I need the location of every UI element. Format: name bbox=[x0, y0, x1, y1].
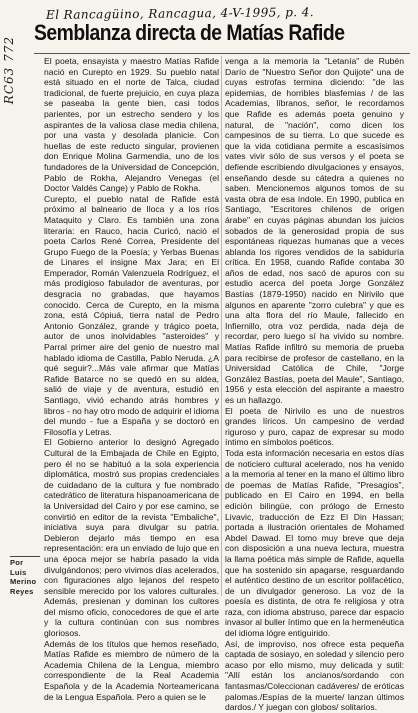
right-column bbox=[225, 56, 404, 713]
right-paragraph-4: Así, de improviso, nos ofrece esta pequeña captada de sosiayo, en soledad y silencio pero acaso por ello mismo, muy delicada y sutil: "Allí están los ancianos/sordando con fantasmas/Coleccionan cadáveres/ de eróticas palomas./Espías de la muerte/ lanzan últimos dardos./ Y juegan con globos/ solitarios. bbox=[225, 638, 404, 713]
byline-line-2: Merino bbox=[10, 577, 37, 586]
byline-line-3: Reyes bbox=[10, 586, 34, 596]
left-paragraph-4: Además de los títulos que hemos reseñado, Matías Rafide es miembro de número de la Academia Chilena de la Lengua, miembro correspondiente de la Real Academia Española y de la Academia Norteamericana de la Lengua Española. Pero a quien se le bbox=[44, 638, 219, 702]
column-divider bbox=[221, 56, 222, 596]
byline-line-1: Por Luis bbox=[10, 558, 27, 577]
left-paragraph-3: El Gobierno anterior lo designó Agregado Cultural de la Embajada de Chile en Egipto, pero él no se habituó a la sola experiencia diplomática, mostró sus propias credenciales de cuidadano de la cultura y fue nombrado catedrático de literatura hispanoamericana de la Universidad del Cairo y por ese camino, se convirtió en editor de la revista "Embaliche", iniciativa suya para divulgar su patria. Debieron dejarlo más tiempo en esa representación: era un enviado de lujo que en una época mejor se habría pasado la vida divulgándonos; pero vivimos días acelerados, con figuraciones algo lejanos del respeto sensible merecido por los valores culturales. Además, presienan y dominan los cultores del mismo oficio, conocedores de que el arte y la cultura continúan con sus nombres gloriosos. bbox=[44, 437, 219, 639]
left-paragraph-2: Curepto, el pueblo natal de Rafide está próximo al balneario de Iloca y a los ríos Mataquito y Claro. Es también una zona literaria: en Rauco, hacia Curicó, nació el poeta Carlos René Correa, Presidente del Grupo Fuego de la Poesía; y Yerbas Buenas de Linares el insigne Max Jara; en El Emperador, Román Valenzuela Rodríguez, el más prodigioso fabulador de aventuras, por desgracia no grabadas, que hayamos conocido. Cerca de Curepto, en la misma zona, está Cópiuá, tierra natal de Pedro Antonio González, grande y trágico poeta, autor de unos inolvidables "asteroides" y Parral primer aire del genio de nuestro mal hablado idioma de Castilla, Pablo Neruda. ¿A qué seguir?...Más vale afirmar que Matías Rafide Batarce no se quedó en su aldea, salió de viaje y de aventura, estudió en Santiago, vivió echando atrás hombres y libros - no hay otro modo de adquirir el idioma del mundo - fue a España y se doctoró en Filosofía y Letras. bbox=[44, 193, 219, 437]
right-paragraph-2: El poeta de Nirivilo es uno de nuestros grandes líricos. Un campesino de verdad riguroso y puro, capaz de expresar su modo íntimo en símbolos poéticos. bbox=[225, 405, 404, 448]
handwritten-header: El Rancagüino, Rancagua, 4-V-1995, p. 4. bbox=[45, 5, 315, 22]
handwritten-margin-note: RC63 772 bbox=[2, 36, 16, 105]
article-title: Semblanza directa de Matías Rafide bbox=[34, 20, 345, 45]
right-paragraph-3: Toda esta información necesaria en estos días de noticiero cultural acelerado, nos ha venido a la memoria al tener en la mano el último libro de poemas de Matías Rafide, "Presagios", publicado en El Cairo en 1994, en bella edición bilingüe, con prólogo de Ernesto Livavic, traducción de Ezz El Din Hassan; portada a ilustración orientales de Mohamed Abdel Dawad. El tomo muy breve que deja con disposición a una nueva lectura, muestra la llama poética más simple de Rafide, aquella que ha sostenido sin apagarse, resguardando el auténtico destino de un escritor polifacético, de un divulgador generoso. La voz de la poesía es distinta, de otra fe religiosa y otra raza, con idioma abstruso, parece dar espacio invasor al buller íntimo que en la hermenéutica del idioma lógre entiguirido. bbox=[225, 447, 404, 639]
right-paragraph-1: venga a la memoria la "Letanía" de Rubén Darío de "Nuestro Señor don Quijote" una de cuyas estrofas termina diciendo: "de las epidemias, de horribles blasfemias / de las Academias, líbranos, señor, le recordamos que Rafide es además poeta genuino y natural, de "nación", como dicen los campesinos de su tierra. Lo que sucede es que la vida cotidiana permite a escasísimos vates vivir sólo de sus versos y el poeta se defiende escribiendo divulgaciones y ensayos, enseñando desde su cátedra a quienes no saben. Mencionemos algunos tomos de su vasta obra de esa índole. En 1990, publica en Santiago, "Escritores chilenos de origen árabe" en cuyas páginas abundan los juicios sobados de la generosidad propia de sus espontáneas riquezas humanas que a veces ablanda los rigores vendidos de la sabiduría crítica. En 1958, cuando Rafide contaba 30 años de edad, nos sacó de apuros con su estudio acerca del poeta Jorge González Bastías (1879-1950) nacido en Nirivilo que algunos en aparente "zorro culebra" y que es una alta flora del río Maule, fallecido en Infiernillo, otra voz perdida, nada deja de recordar, pero luego sí ha vivido su nombre. Matías Rafide infiltró su memoria de prueba para recibirse de profesor de castellano, en la Universidad Católica de Chile, "Jorge González Bastías, poeta del Maule", Santiago, 1956 y esta elección del aspirante a maestro es un hallazgo. bbox=[225, 56, 404, 405]
left-column bbox=[44, 56, 219, 702]
left-paragraph-1: El poeta, ensayista y maestro Matías Rafide nació en Curepto en 1929. Su pueblo natal está situado en el norte de Talca, ciudad tradicional, de fuerte prejuicio, en cuya plaza se paseaba la gente bien, casi todos parientes, por un estrecho sendero y los aspirantes de la valiosa clase media chilena, por una vasta y desolada planicie. Con huellas de este reducto singular, provienen don Enrique Molina Garmendia, uno de los fundadores de la Universidad de Concepción, Pablo de Rokha, Alejandro Venegas (el Doctor Valdés Cange) y Pablo de Rokha. bbox=[44, 56, 219, 194]
byline bbox=[10, 556, 40, 596]
title-rule bbox=[34, 53, 410, 54]
